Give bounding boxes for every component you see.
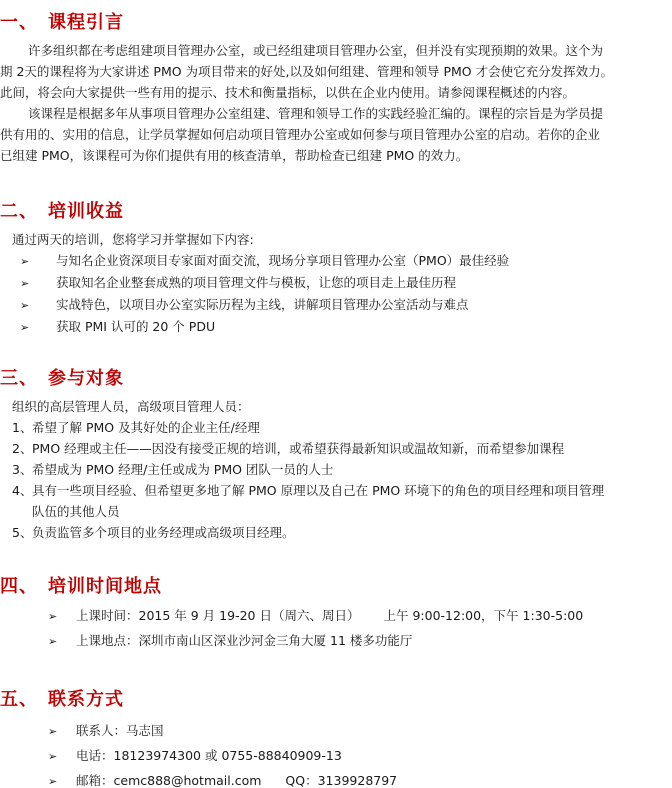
place-label: 上课地点：	[76, 633, 139, 648]
schedule-time-item	[0, 605, 583, 627]
section-heading-intro	[0, 8, 124, 34]
list-item-text: 希望了解 PMO 及其好处的企业主任/经理	[32, 420, 260, 435]
list-item-text: 负责监管多个项目的业务经理或高级项目经理。	[32, 525, 295, 540]
arrow-bullet-icon: ➢	[48, 610, 58, 623]
arrow-bullet-icon: ➢	[20, 299, 30, 312]
section-title: 培训收益	[48, 201, 124, 222]
intro-paragraph-1	[0, 40, 672, 103]
list-number: 3、	[12, 462, 33, 477]
list-item	[0, 294, 509, 316]
list-item-text: 获取 PMI 认可的 20 个 PDU	[56, 319, 216, 334]
time-hours: 上午 9:00-12:00，下午 1:30-5:00	[383, 608, 584, 623]
section-heading-benefits	[0, 197, 124, 223]
list-item-text: 希望成为 PMO 经理/主任或成为 PMO 团队一员的人士	[32, 462, 334, 477]
paragraph-line: 许多组织都在考虑组建项目管理办公室，或已经组建项目管理办公室，但并没有实现预期的效果。这个为	[28, 43, 604, 58]
section-number: 五、	[0, 689, 38, 710]
list-item-text: 实战特色，以项目办公室实际历程为主线，讲解项目管理办公室活动与难点	[56, 297, 469, 312]
qq-value: 3139928797	[317, 773, 398, 788]
list-item-text: 获取知名企业整套成熟的项目管理文件与模板，让您的项目走上最佳历程	[56, 275, 457, 290]
list-number: 2、	[12, 441, 33, 456]
paragraph-line: 该课程是根据多年从事项目管理办公室组建、管理和领导工作的实践经验汇编的。课程的宗旨是为学员提	[28, 106, 604, 121]
section-title: 课程引言	[48, 12, 124, 33]
contact-person-item	[0, 720, 397, 742]
list-number: 4、	[12, 483, 33, 498]
list-number: 5、	[12, 525, 33, 540]
contact-email-item	[0, 770, 397, 788]
list-item	[0, 417, 604, 438]
section-number: 一、	[0, 12, 38, 33]
section-number: 三、	[0, 368, 38, 389]
time-value: 2015 年 9 月 19-20 日（周六、周日）	[138, 608, 360, 623]
benefits-intro: 通过两天的培训，您将学习并掌握如下内容:	[12, 232, 254, 247]
arrow-bullet-icon: ➢	[48, 635, 58, 648]
person-value: 马志国	[126, 723, 164, 738]
email-value[interactable]: cemc888@hotmail.com	[113, 773, 262, 788]
section-title: 参与对象	[48, 368, 124, 389]
arrow-bullet-icon: ➢	[20, 321, 30, 334]
section-number: 二、	[0, 201, 38, 222]
arrow-bullet-icon: ➢	[20, 255, 30, 268]
section-title: 联系方式	[48, 689, 124, 710]
section-title: 培训时间地点	[48, 576, 162, 597]
list-item-text: 具有一些项目经验、但希望更多地了解 PMO 原理以及自己在 PMO 环境下的角色的项目经理和项目管理	[32, 483, 605, 498]
list-item	[0, 438, 604, 459]
list-item	[0, 250, 509, 272]
time-label: 上课时间：	[76, 608, 139, 623]
phone-value: 18123974300 或 0755-88840909-13	[113, 748, 342, 763]
section-heading-audience	[0, 364, 124, 390]
paragraph-line: 供有用的、实用的信息，让学员掌握如何启动项目管理办公室或如何参与项目管理办公室的启动。若你的企业	[0, 127, 601, 142]
list-item	[0, 316, 509, 338]
list-item	[0, 522, 604, 543]
qq-label: QQ：	[285, 773, 318, 788]
list-item	[0, 272, 509, 294]
paragraph-line: 此间，将会向大家提供一些有用的提示、技术和衡量指标，以供在企业内使用。请参阅课程概述的内容。	[0, 85, 576, 100]
arrow-bullet-icon: ➢	[48, 725, 58, 738]
list-item-text: PMO 经理或主任——因没有接受正规的培训，或希望获得最新知识或温故知新，而希望参加课程	[32, 441, 565, 456]
place-value: 深圳市南山区深业沙河金三角大厦 11 楼多功能厅	[138, 633, 413, 648]
arrow-bullet-icon: ➢	[20, 277, 30, 290]
list-item-text: 与知名企业资深项目专家面对面交流，现场分享项目管理办公室（PMO）最佳经验	[56, 253, 510, 268]
paragraph-line: 期 2天的课程将为大家讲述 PMO 为项目带来的好处,以及如何组建、管理和领导 PMO 才会使它充分发挥效力。	[0, 64, 614, 79]
schedule-place-item	[0, 630, 583, 652]
person-label: 联系人：	[76, 723, 127, 738]
contact-list	[0, 720, 397, 788]
section-heading-contact	[0, 685, 124, 711]
list-number: 1、	[12, 420, 33, 435]
arrow-bullet-icon: ➢	[48, 750, 58, 763]
section-heading-schedule	[0, 572, 162, 598]
audience-list	[0, 417, 604, 543]
benefits-list	[0, 250, 509, 338]
arrow-bullet-icon: ➢	[48, 775, 58, 788]
list-item	[0, 480, 604, 522]
audience-intro: 组织的高层管理人员，高级项目管理人员：	[12, 399, 250, 414]
contact-phone-item	[0, 745, 397, 767]
list-item-continuation: 队伍的其他人员	[32, 504, 120, 519]
email-label: 邮箱：	[76, 773, 114, 788]
paragraph-line: 已组建 PMO，该课程可为你们提供有用的核查清单，帮助检查已组建 PMO 的效力。	[0, 148, 469, 163]
section-number: 四、	[0, 576, 38, 597]
intro-paragraph-2	[0, 103, 672, 166]
schedule-list	[0, 605, 583, 652]
phone-label: 电话：	[76, 748, 114, 763]
list-item	[0, 459, 604, 480]
